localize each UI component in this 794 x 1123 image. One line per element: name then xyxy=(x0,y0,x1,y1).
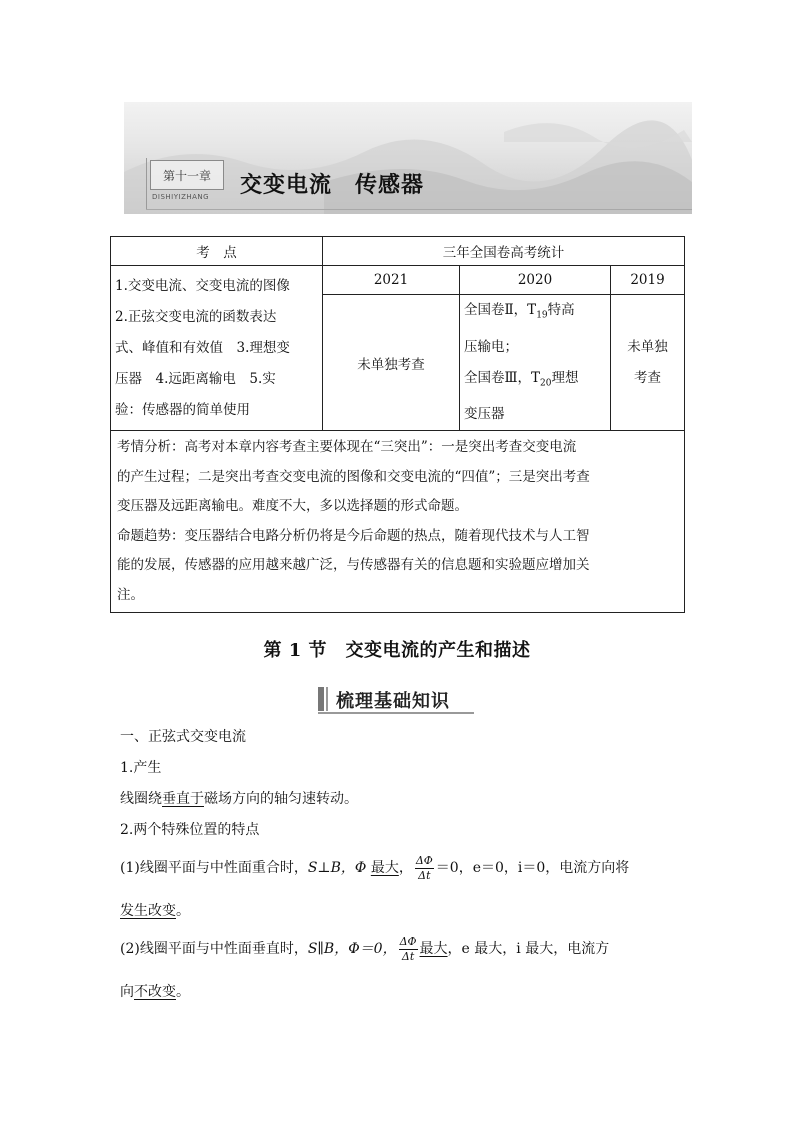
analysis-cell xyxy=(111,431,685,613)
paragraph-1: 线圈绕垂直于磁场方向的轴匀速转动。 xyxy=(120,791,358,807)
section-badge xyxy=(318,684,474,714)
delta-phi-over-delta-t: $\frac{\Delta\Phi}{\Delta t}$ xyxy=(415,853,433,882)
analysis-line: 考情分析：高考对本章内容考查主要体现在“三突出”：一是突出考查交变电流 xyxy=(117,439,577,456)
chapter-number: 第十一章 xyxy=(150,160,224,190)
heading-2: 1.产生 xyxy=(120,760,162,776)
chapter-rule-horizontal xyxy=(146,209,692,210)
badge-bar-icon xyxy=(326,687,328,711)
paragraph-3: (2)线圈平面与中性面垂直时，S∥B，Φ＝0， $\frac{\Delta\Phi}{\Delta t}$ 最大，e 最大，i 最大，电流方 xyxy=(120,934,610,963)
chapter-title: 交变电流 传感器 xyxy=(240,173,425,198)
heading-1: 一、正弦式交变电流 xyxy=(120,729,246,745)
cell-2021: 未单独考查 xyxy=(323,295,460,431)
topic-line: 2.正弦交变电流的函数表达 xyxy=(115,308,277,325)
heading-3: 2.两个特殊位置的特点 xyxy=(120,822,260,838)
badge-bar-icon xyxy=(318,687,324,711)
analysis-line: 命题趋势：变压器结合电路分析仍将是今后命题的热点，随着现代技术与人工智 xyxy=(117,527,590,544)
cell-2020: 全国卷Ⅱ，$T_{19}$特高 压输电； 全国卷Ⅲ，$T_{20}$理想 变压器 xyxy=(460,295,611,431)
chapter-rule-vertical xyxy=(146,158,147,210)
header-topic: 考 点 xyxy=(111,237,323,266)
paragraph-2: (1)线圈平面与中性面重合时，S⊥B，Φ 最大， $\frac{\Delta\Phi}{\Delta t}$ ＝0，e＝0，i＝0，电流方向将 xyxy=(120,853,630,882)
analysis-line: 注。 xyxy=(117,586,144,603)
cell-2019: 未单独 考查 xyxy=(611,295,685,431)
analysis-line: 的产生过程；二是突出考查交变电流的图像和交变电流的“四值”；三是突出考查 xyxy=(117,468,590,485)
topic-line: 式、峰值和有效值 3.理想变 xyxy=(115,339,290,356)
topic-line: 压器 4.远距离输电 5.实 xyxy=(115,370,276,387)
badge-underline xyxy=(318,712,474,714)
year-2020: 2020 xyxy=(460,266,611,295)
header-stats: 三年全国卷高考统计 xyxy=(323,237,685,266)
badge-label: 梳理基础知识 xyxy=(336,691,450,712)
exam-stats-table xyxy=(110,236,685,613)
year-2019: 2019 xyxy=(611,266,685,295)
paragraph-2-cont: 发生改变。 xyxy=(120,903,190,919)
analysis-line: 变压器及远距离输电。难度不大，多以选择题的形式命题。 xyxy=(117,498,468,515)
section-title: 第 1 节 交变电流的产生和描述 xyxy=(263,640,531,661)
paragraph-3-cont: 向不改变。 xyxy=(120,984,190,1000)
year-2021: 2021 xyxy=(323,266,460,295)
analysis-line: 能的发展，传感器的应用越来越广泛，与传感器有关的信息题和实验题应增加关 xyxy=(117,557,590,574)
chapter-pinyin: DISHIYIZHANG xyxy=(152,193,210,201)
topic-line: 验：传感器的简单使用 xyxy=(115,401,250,418)
topic-line: 1.交变电流、交变电流的图像 xyxy=(115,277,290,294)
delta-phi-over-delta-t: $\frac{\Delta\Phi}{\Delta t}$ xyxy=(399,934,417,963)
topics-cell xyxy=(111,266,323,431)
